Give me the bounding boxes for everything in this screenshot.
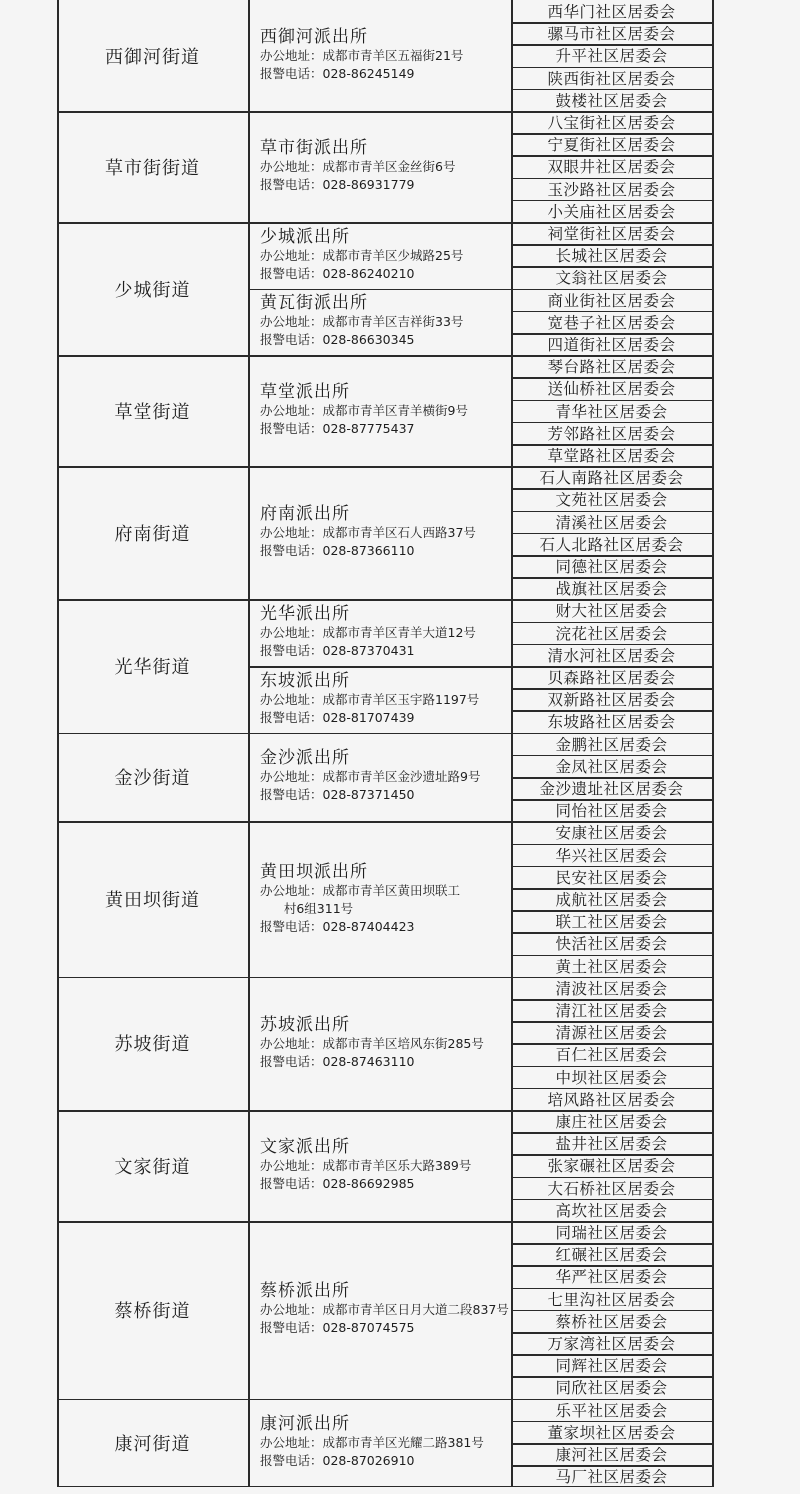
street-name: 草市街街道 bbox=[105, 157, 200, 179]
community-committee: 清源社区居委会 bbox=[555, 1024, 668, 1043]
row-border bbox=[511, 1354, 712, 1356]
community-committee: 同怡社区居委会 bbox=[555, 802, 668, 821]
row-border bbox=[511, 1465, 712, 1467]
station-phone: 报警电话：028-86245149 bbox=[260, 66, 415, 81]
row-border bbox=[511, 133, 712, 135]
community-committee: 玉沙路社区居委会 bbox=[547, 180, 676, 199]
station-name: 黄瓦街派出所 bbox=[260, 293, 368, 314]
row-border bbox=[511, 955, 712, 957]
community-committee: 送仙桥社区居委会 bbox=[547, 380, 676, 399]
station-name: 草市街派出所 bbox=[260, 138, 368, 158]
row-border bbox=[511, 67, 712, 69]
community-committee: 清溪社区居委会 bbox=[555, 513, 668, 532]
row-border bbox=[511, 710, 712, 712]
row-border bbox=[57, 599, 712, 601]
row-border bbox=[511, 244, 712, 246]
row-border bbox=[511, 1376, 712, 1378]
station-phone: 报警电话：028-87404423 bbox=[260, 918, 415, 934]
station-phone: 报警电话：028-86630345 bbox=[260, 332, 415, 348]
station-address: 办公地址：成都市青羊区少城路25号 bbox=[260, 247, 464, 263]
station-address: 办公地址：成都市青羊区玉宇路1197号 bbox=[260, 691, 480, 707]
station-phone: 报警电话：028-87370431 bbox=[260, 643, 415, 659]
row-border bbox=[511, 22, 712, 24]
community-committee: 战旗社区居委会 bbox=[555, 580, 668, 599]
community-committee: 祠堂街社区居委会 bbox=[547, 225, 676, 244]
community-committee: 草堂路社区居委会 bbox=[547, 447, 676, 466]
community-committee: 金鹏社区居委会 bbox=[555, 735, 668, 754]
row-border bbox=[511, 422, 712, 424]
street-name: 蔡桥街道 bbox=[114, 1300, 191, 1322]
row-border bbox=[511, 200, 712, 202]
community-committee: 同瑞社区居委会 bbox=[555, 1224, 668, 1243]
row-border bbox=[57, 1399, 712, 1401]
street-name: 文家街道 bbox=[114, 1156, 191, 1178]
station-name: 金沙派出所 bbox=[260, 748, 350, 769]
community-committee: 芳邻路社区居委会 bbox=[547, 424, 676, 443]
station-name: 苏坡派出所 bbox=[260, 1014, 350, 1035]
station-phone: 报警电话：028-86240210 bbox=[260, 265, 415, 281]
station-address: 办公地址：成都市青羊区黄田坝联工 村6组311号 bbox=[260, 882, 461, 916]
row-border bbox=[57, 111, 712, 113]
community-committee: 大石桥社区居委会 bbox=[547, 1179, 676, 1198]
community-committee: 商业街社区居委会 bbox=[547, 291, 676, 310]
station-phone: 报警电话：028-86692985 bbox=[260, 1176, 415, 1191]
police-station bbox=[248, 1221, 511, 1399]
community-committee: 培风路社区居委会 bbox=[547, 1090, 676, 1109]
police-station bbox=[248, 1110, 511, 1221]
police-station bbox=[248, 289, 511, 356]
police-station bbox=[248, 222, 511, 289]
row-border bbox=[511, 1332, 712, 1334]
row-border bbox=[511, 1310, 712, 1312]
row-border bbox=[511, 89, 712, 91]
row-border bbox=[511, 888, 712, 890]
row-border bbox=[57, 466, 712, 468]
row-border bbox=[511, 1243, 712, 1245]
station-name: 西御河派出所 bbox=[260, 27, 368, 47]
community-committee: 东坡路社区居委会 bbox=[547, 713, 676, 732]
row-border bbox=[511, 1132, 712, 1134]
community-committee: 盐井社区居委会 bbox=[555, 1135, 668, 1154]
station-phone: 报警电话：028-87463110 bbox=[260, 1053, 415, 1069]
community-committee: 百仁社区居委会 bbox=[555, 1046, 668, 1065]
station-address: 办公地址：成都市青羊区吉祥街33号 bbox=[260, 314, 464, 330]
row-border bbox=[511, 999, 712, 1001]
community-committee: 贝森路社区居委会 bbox=[547, 669, 676, 688]
row-border bbox=[511, 1421, 712, 1423]
station-name: 康河派出所 bbox=[260, 1414, 350, 1435]
row-border bbox=[511, 333, 712, 335]
community-committee: 黄土社区居委会 bbox=[555, 957, 668, 976]
station-address: 办公地址：成都市青羊区青羊横街9号 bbox=[260, 403, 468, 419]
row-border bbox=[511, 444, 712, 446]
community-committee: 升平社区居委会 bbox=[555, 47, 668, 66]
row-border bbox=[511, 1265, 712, 1267]
row-border bbox=[511, 755, 712, 757]
street-name: 金沙街道 bbox=[114, 767, 191, 789]
row-border bbox=[511, 44, 712, 46]
police-station bbox=[248, 666, 511, 733]
community-committee: 马厂社区居委会 bbox=[555, 1468, 668, 1487]
community-committee: 陕西街社区居委会 bbox=[547, 69, 676, 88]
community-committee: 董家坝社区居委会 bbox=[547, 1423, 676, 1442]
row-border bbox=[511, 1154, 712, 1156]
community-committee: 康庄社区居委会 bbox=[555, 1113, 668, 1132]
row-border bbox=[57, 733, 712, 735]
community-committee: 琴台路社区居委会 bbox=[547, 358, 676, 377]
community-committee: 红碾社区居委会 bbox=[555, 1246, 668, 1265]
community-committee: 民安社区居委会 bbox=[555, 868, 668, 887]
community-committee: 清水河社区居委会 bbox=[547, 646, 676, 665]
community-committee: 双新路社区居委会 bbox=[547, 691, 676, 710]
station-address: 办公地址：成都市青羊区金沙遗址路9号 bbox=[260, 769, 481, 785]
community-committee: 联工社区居委会 bbox=[555, 913, 668, 932]
community-committee: 八宝街社区居委会 bbox=[547, 114, 676, 133]
row-border bbox=[57, 1110, 712, 1112]
police-station bbox=[248, 111, 511, 222]
row-border bbox=[511, 910, 712, 912]
row-border bbox=[57, 977, 712, 979]
row-border bbox=[57, 1221, 712, 1223]
row-border bbox=[511, 155, 712, 157]
community-committee: 四道街社区居委会 bbox=[547, 336, 676, 355]
station-name: 蔡桥派出所 bbox=[260, 1281, 350, 1302]
station-name: 文家派出所 bbox=[260, 1137, 350, 1157]
community-committee: 华兴社区居委会 bbox=[555, 846, 668, 865]
community-committee: 安康社区居委会 bbox=[555, 824, 668, 843]
station-address: 办公地址：成都市青羊区乐大路389号 bbox=[260, 1158, 472, 1173]
row-border bbox=[511, 688, 712, 690]
row-border bbox=[511, 266, 712, 268]
community-committee: 双眼井社区居委会 bbox=[547, 158, 676, 177]
station-address: 办公地址：成都市青羊区培风东街285号 bbox=[260, 1035, 484, 1051]
station-address: 办公地址：成都市青羊区金丝街6号 bbox=[260, 159, 456, 174]
row-border bbox=[511, 1177, 712, 1179]
community-committee: 长城社区居委会 bbox=[555, 247, 668, 266]
community-committee: 七里沟社区居委会 bbox=[547, 1290, 676, 1309]
community-committee: 财大社区居委会 bbox=[555, 602, 668, 621]
street-name: 草堂街道 bbox=[114, 401, 191, 423]
row-border bbox=[511, 1043, 712, 1045]
row-border bbox=[511, 311, 712, 313]
row-border bbox=[511, 555, 712, 557]
station-phone: 报警电话：028-81707439 bbox=[260, 709, 415, 725]
row-border bbox=[511, 488, 712, 490]
community-committee: 骡马市社区居委会 bbox=[547, 25, 676, 44]
row-border bbox=[511, 1066, 712, 1068]
row-border bbox=[511, 777, 712, 779]
street-name: 黄田坝街道 bbox=[105, 890, 200, 912]
row-border bbox=[511, 622, 712, 624]
row-border bbox=[511, 533, 712, 535]
station-address: 办公地址：成都市青羊区五福街21号 bbox=[260, 48, 464, 63]
row-border bbox=[511, 511, 712, 513]
police-station bbox=[248, 977, 511, 1110]
police-station bbox=[248, 355, 511, 466]
police-station bbox=[248, 466, 511, 599]
community-committee: 石人南路社区居委会 bbox=[539, 469, 684, 488]
police-station bbox=[248, 1399, 511, 1488]
community-committee: 华严社区居委会 bbox=[555, 1268, 668, 1287]
station-address: 办公地址：成都市青羊区光耀二路381号 bbox=[260, 1435, 484, 1451]
community-committee: 清波社区居委会 bbox=[555, 979, 668, 998]
community-committee: 石人北路社区居委会 bbox=[539, 535, 684, 554]
row-border bbox=[511, 799, 712, 801]
row-border bbox=[511, 1088, 712, 1090]
station-phone: 报警电话：028-87366110 bbox=[260, 543, 415, 559]
row-border bbox=[511, 577, 712, 579]
row-border bbox=[511, 666, 712, 668]
row-border bbox=[511, 644, 712, 646]
community-committee: 浣花社区居委会 bbox=[555, 624, 668, 643]
street-name: 府南街道 bbox=[114, 523, 191, 545]
station-phone: 报警电话：028-87074575 bbox=[260, 1320, 415, 1336]
community-committee: 成航社区居委会 bbox=[555, 891, 668, 910]
police-station bbox=[248, 733, 511, 822]
community-committee: 宁夏街社区居委会 bbox=[547, 136, 676, 155]
station-phone: 报警电话：028-87026910 bbox=[260, 1453, 415, 1469]
row-border bbox=[511, 844, 712, 846]
row-border bbox=[57, 821, 712, 823]
station-name: 东坡派出所 bbox=[260, 670, 350, 691]
column-border bbox=[712, 0, 714, 1487]
station-name: 草堂派出所 bbox=[260, 382, 350, 403]
community-committee: 西华门社区居委会 bbox=[547, 3, 676, 22]
community-committee: 青华社区居委会 bbox=[555, 402, 668, 421]
community-committee: 中坝社区居委会 bbox=[555, 1068, 668, 1087]
community-committee: 文翁社区居委会 bbox=[555, 269, 668, 288]
row-border bbox=[511, 932, 712, 934]
station-name: 少城派出所 bbox=[260, 226, 350, 247]
station-phone: 报警电话：028-87775437 bbox=[260, 421, 415, 437]
station-address: 办公地址：成都市青羊区日月大道二段837号 bbox=[260, 1302, 509, 1318]
row-border bbox=[511, 866, 712, 868]
street-name: 光华街道 bbox=[114, 656, 191, 678]
street-name: 少城街道 bbox=[114, 279, 191, 301]
row-border bbox=[57, 355, 712, 357]
community-committee: 同辉社区居委会 bbox=[555, 1357, 668, 1376]
community-committee: 金凤社区居委会 bbox=[555, 757, 668, 776]
station-address: 办公地址：成都市青羊区青羊大道12号 bbox=[260, 625, 476, 641]
community-committee: 同欣社区居委会 bbox=[555, 1379, 668, 1398]
community-committee: 清江社区居委会 bbox=[555, 1002, 668, 1021]
row-border bbox=[248, 666, 511, 668]
police-station bbox=[248, 0, 511, 111]
community-committee: 小关庙社区居委会 bbox=[547, 202, 676, 221]
community-committee: 宽巷子社区居委会 bbox=[547, 313, 676, 332]
row-border bbox=[511, 1288, 712, 1290]
station-phone: 报警电话：028-87371450 bbox=[260, 787, 415, 803]
street-name: 苏坡街道 bbox=[114, 1034, 191, 1056]
police-station bbox=[248, 599, 511, 666]
row-border bbox=[511, 1199, 712, 1201]
community-committee: 鼓楼社区居委会 bbox=[555, 91, 668, 110]
row-border bbox=[57, 222, 712, 224]
row-border bbox=[511, 377, 712, 379]
station-phone: 报警电话：028-86931779 bbox=[260, 177, 415, 192]
community-committee: 金沙遗址社区居委会 bbox=[539, 780, 684, 799]
row-border bbox=[248, 289, 511, 291]
community-committee: 高坎社区居委会 bbox=[555, 1201, 668, 1220]
police-station bbox=[248, 821, 511, 976]
row-border bbox=[511, 178, 712, 180]
community-committee: 乐平社区居委会 bbox=[555, 1401, 668, 1420]
row-border bbox=[511, 289, 712, 291]
row-border bbox=[511, 1021, 712, 1023]
street-name: 康河街道 bbox=[114, 1433, 191, 1455]
community-committee: 张家碾社区居委会 bbox=[547, 1157, 676, 1176]
station-name: 光华派出所 bbox=[260, 604, 350, 625]
community-committee: 快活社区居委会 bbox=[555, 935, 668, 954]
street-name: 西御河街道 bbox=[105, 46, 200, 68]
community-committee: 万家湾社区居委会 bbox=[547, 1335, 676, 1354]
community-committee: 康河社区居委会 bbox=[555, 1446, 668, 1465]
row-border bbox=[511, 400, 712, 402]
station-name: 府南派出所 bbox=[260, 504, 350, 525]
row-border bbox=[57, 1486, 712, 1488]
station-name: 黄田坝派出所 bbox=[260, 861, 368, 882]
community-committee: 同德社区居委会 bbox=[555, 558, 668, 577]
row-border bbox=[511, 1443, 712, 1445]
station-address: 办公地址：成都市青羊区石人西路37号 bbox=[260, 525, 476, 541]
community-committee: 文苑社区居委会 bbox=[555, 491, 668, 510]
community-committee: 蔡桥社区居委会 bbox=[555, 1312, 668, 1331]
